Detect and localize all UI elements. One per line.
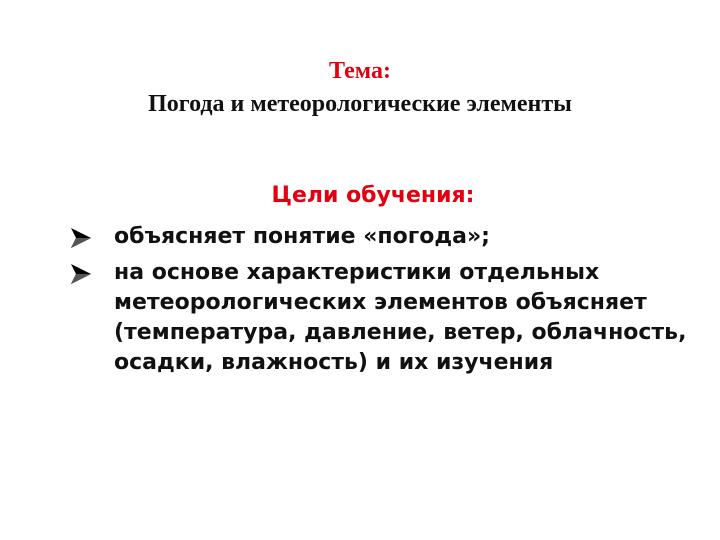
topic-label: Тема:: [329, 58, 391, 84]
objective-text: объясняет понятие «погода»;: [114, 224, 490, 249]
list-item: [70, 222, 690, 252]
objectives-list: [70, 222, 690, 384]
list-item: [70, 258, 690, 378]
topic-title: Погода и метеорологические элементы: [148, 91, 572, 117]
arrowhead-bullet-icon: [70, 227, 92, 249]
objective-text: на основе характеристики отдельных метеорологических элементов объясняет (температура, давление, ветер, облачность, осадки, влажность) и их изучения: [114, 260, 687, 375]
objectives-heading: Цели обучения:: [271, 183, 475, 208]
arrowhead-bullet-icon: [70, 263, 92, 285]
